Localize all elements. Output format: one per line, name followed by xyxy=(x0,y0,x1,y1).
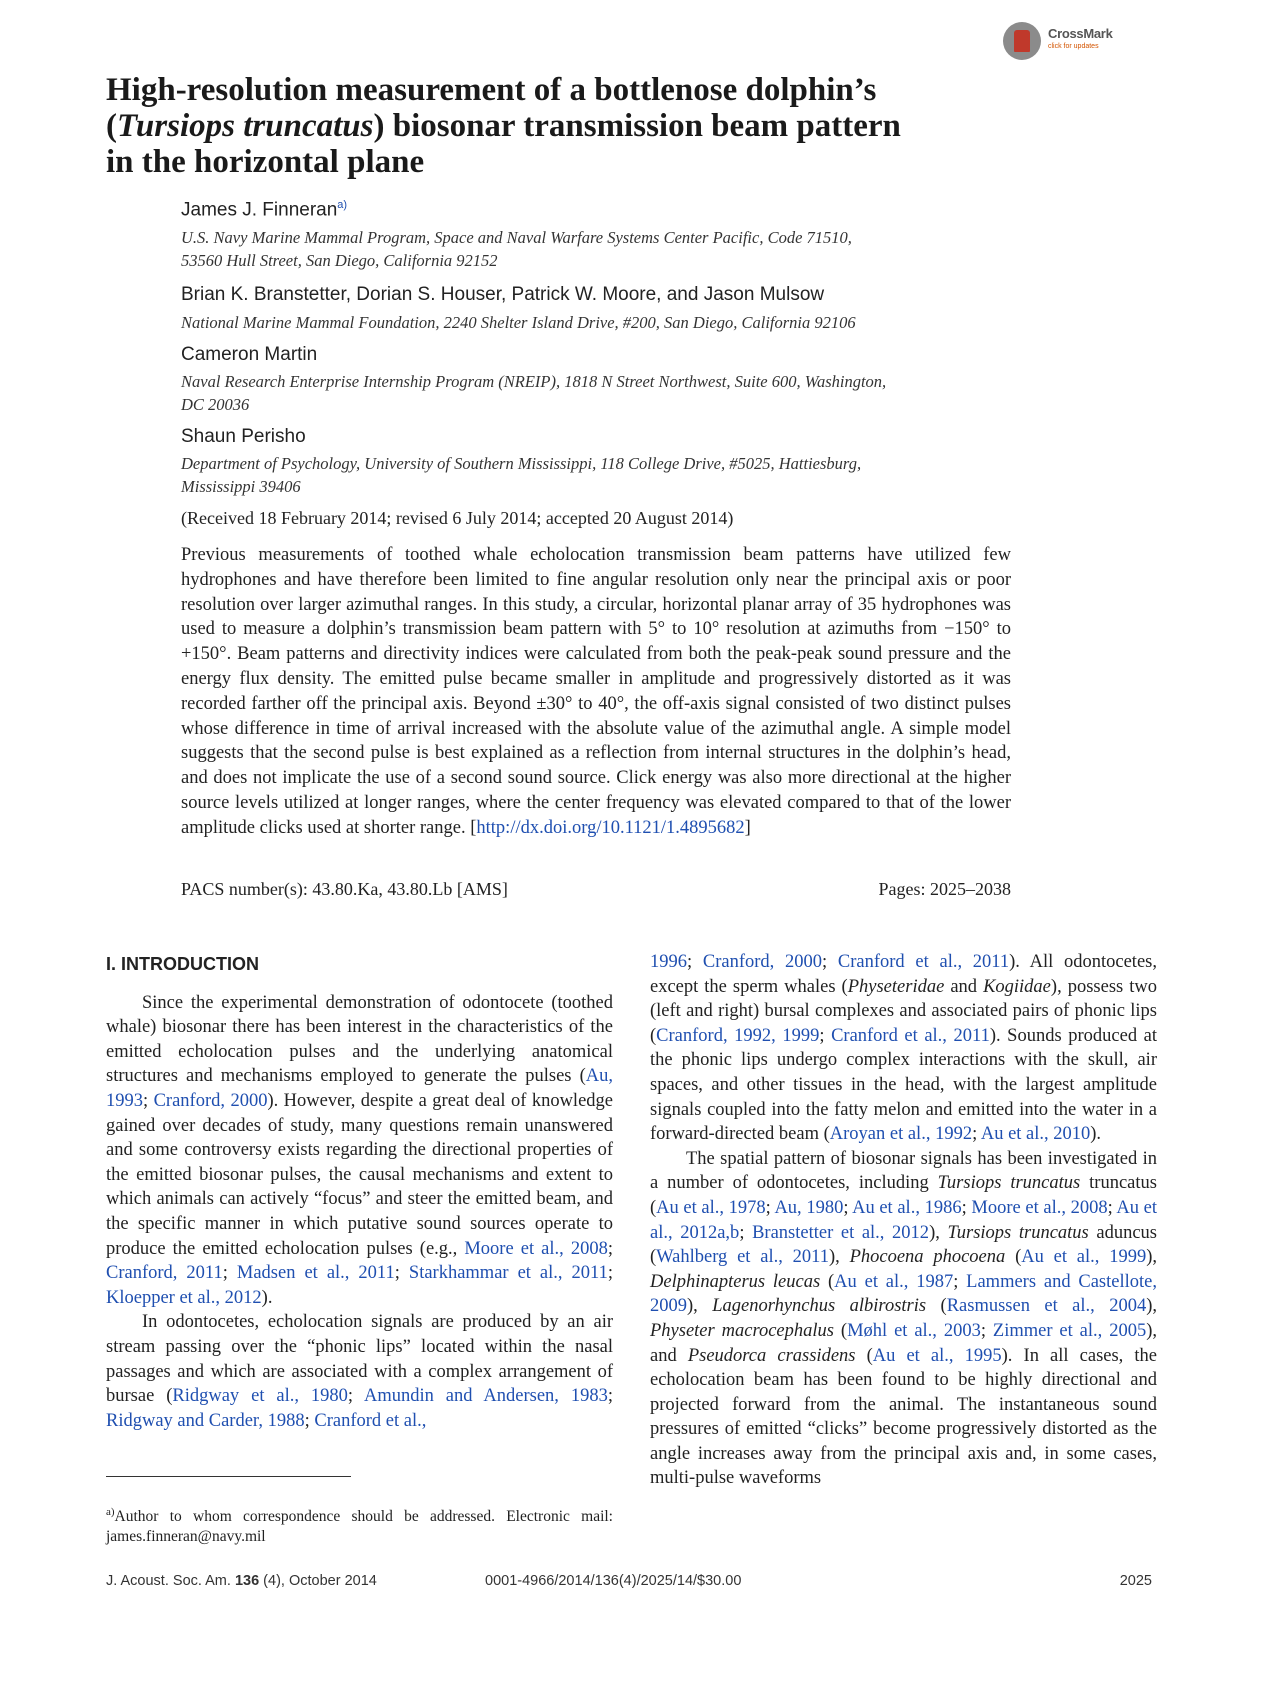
citation-link[interactable]: Ridgway and Carder, 1988 xyxy=(106,1410,305,1431)
affiliation-line: 53560 Hull Street, San Diego, California 92152 xyxy=(181,251,498,270)
crossmark-sublabel: click for updates xyxy=(1048,43,1099,50)
citation-link[interactable]: Madsen et al., 2011 xyxy=(236,1263,395,1284)
citation-link[interactable]: Møhl et al., 2003 xyxy=(847,1320,981,1341)
citation-link[interactable]: Cranford, 1992, 1999 xyxy=(656,1025,820,1046)
title-line-3: in the horizontal plane xyxy=(106,144,425,180)
crossmark-icon xyxy=(1003,22,1041,60)
author-finneran xyxy=(181,199,347,221)
pacs-line xyxy=(181,879,1011,900)
citation-link[interactable]: Lammers and Castellote, 2009 xyxy=(650,1271,1157,1317)
right-column xyxy=(650,950,1157,1491)
doi-link[interactable]: http://dx.doi.org/10.1121/1.4895682 xyxy=(476,817,745,838)
affiliation-nmmf: National Marine Mammal Foundation, 2240 Shelter Island Drive, #200, San Diego, California 92106 xyxy=(181,313,856,332)
citation-link[interactable]: Ridgway et al., 1980 xyxy=(172,1386,348,1407)
title-species: Tursiops truncatus xyxy=(117,108,374,144)
citation-link[interactable]: Au, 1993 xyxy=(106,1066,613,1111)
author-names: James J. Finneran xyxy=(181,199,338,221)
citation-link[interactable]: Au et al., 2012a,b xyxy=(650,1197,1157,1243)
citation-link[interactable]: Starkhammar et al., 2011 xyxy=(408,1263,608,1284)
citation-link[interactable]: Cranford, 2000 xyxy=(153,1090,268,1111)
affiliation-line: U.S. Navy Marine Mammal Program, Space and Naval Warfare Systems Center Pacific, Code 71510, xyxy=(181,228,852,247)
affiliation-usm xyxy=(181,452,861,498)
abstract-text: Previous measurements of toothed whale echolocation transmission beam patterns have utilized few hydrophones and have therefore been limited to fine angular resolution only near the principal axis or poor resolution over larger azimuthal ranges. In this study, a circular, horizontal planar array of 35 hydrophones was used to measure a dolphin’s transmission beam pattern with 5° to 10° resolution at azimuths from −150° to +150°. Beam patterns and directivity indices were calculated from both the peak-peak sound pressure and the energy flux density. The emitted pulse became smaller in amplitude and progressively distorted as it was recorded farther off the principal axis. Beyond ±30° to 40°, the off-axis signal consisted of two distinct pulses whose difference in time of arrival increased with the absolute value of the azimuthal angle. A simple model suggests that the second pulse is best explained as a reflection from internal structures in the dolphin’s head, and does not implicate the use of a second sound source. Click energy was also more directional at the higher source levels utilized at longer ranges, where the center frequency was elevated compared to that of the lower amplitude clicks used at shorter range. xyxy=(181,545,1011,838)
affiliation-spawar xyxy=(181,226,852,272)
citation-link[interactable]: Cranford et al., 2011 xyxy=(831,1025,990,1046)
left-column xyxy=(106,950,613,1433)
citation-link[interactable]: Branstetter et al., 2012 xyxy=(752,1222,930,1243)
citation-link[interactable]: Au et al., 1999 xyxy=(1021,1247,1147,1268)
authors-nmmf: Brian K. Branstetter, Dorian S. Houser, Patrick W. Moore, and Jason Mulsow xyxy=(181,284,825,305)
citation-link[interactable]: Cranford, 2011 xyxy=(106,1263,223,1284)
page-range: Pages: 2025–2038 xyxy=(878,879,1011,899)
title-line-1: High-resolution measurement of a bottlenose dolphin’s xyxy=(106,72,877,108)
citation-link[interactable]: Cranford, 2000 xyxy=(702,952,823,972)
footnote-text: Author to whom correspondence should be addressed. Electronic mail: james.finneran@navy.mil xyxy=(106,1508,613,1546)
citation-link[interactable]: Cranford et al., xyxy=(314,1410,427,1431)
citation-link[interactable]: Kloepper et al., 2012 xyxy=(106,1287,262,1308)
crossmark-label: CrossMark xyxy=(1048,26,1113,41)
footnote-mark: a) xyxy=(106,1506,115,1518)
citation-link[interactable]: Au, 1980 xyxy=(774,1197,844,1218)
intro-paragraph-2: In odontocetes, echolocation signals are produced by an air stream passing over the “phonic lips” located within the nasal passages and which are associated with a complex arrangement of bursae (Ridgway et al., 1980; Amundin and Andersen, 1983; Ridgway and Carder, 1988; Cranford et al., xyxy=(106,1312,613,1431)
article-title: High-resolution measurement of a bottlenose dolphin’s (Tursiops truncatus) biosonar transmission beam pattern in the horizontal plane xyxy=(106,72,901,180)
doi-bracket: [ xyxy=(470,817,477,838)
citation-link[interactable]: Au et al., 1986 xyxy=(852,1197,962,1218)
citation-link[interactable]: Au et al., 1995 xyxy=(872,1345,1002,1366)
author-perisho: Shaun Perisho xyxy=(181,426,306,447)
citation-link[interactable]: Moore et al., 2008 xyxy=(464,1238,608,1259)
page-footer xyxy=(106,1573,1152,1589)
crossmark-badge[interactable] xyxy=(1003,22,1123,62)
abstract xyxy=(181,543,1011,841)
affiliation-line: Naval Research Enterprise Internship Program (NREIP), 1818 N Street Northwest, Suite 600, Washington, xyxy=(181,372,887,391)
affiliation-line: Department of Psychology, University of Southern Mississippi, 118 College Drive, #5025, Hattiesburg, xyxy=(181,454,862,473)
title-line-2: biosonar transmission beam pattern xyxy=(384,108,901,144)
journal-citation: J. Acoust. Soc. Am. 136 (4), October 2014 xyxy=(106,1573,377,1589)
citation-link[interactable]: Wahlberg et al., 2011 xyxy=(656,1247,829,1268)
citation-link[interactable]: Moore et al., 2008 xyxy=(971,1197,1108,1218)
affiliation-line: Mississippi 39406 xyxy=(181,477,301,496)
affiliation-line: DC 20036 xyxy=(181,395,250,414)
citation-link[interactable]: Zimmer et al., 2005 xyxy=(992,1320,1147,1341)
pacs-numbers: PACS number(s): 43.80.Ka, 43.80.Lb [AMS] xyxy=(181,879,508,899)
citation-link[interactable]: Au et al., 2010 xyxy=(980,1124,1091,1145)
citation-link[interactable]: Aroyan et al., 1992 xyxy=(829,1124,973,1145)
doi-bracket: ] xyxy=(744,817,751,838)
intro-paragraph-2-cont: 1996; Cranford, 2000; Cranford et al., 2011). All odontocetes, except the sperm whales (Physeteridae and Kogiidae), possess two (left and right) bursal complexes and associated pairs of phonic lips (Cranford, 1992, 1999; Cranford et al., 2011). Sounds produced at the phonic lips undergo complex interactions with the skull, air spaces, and other tissues in the head, with the largest amplitude signals coupled into the fatty melon and emitted into the water in a forward-directed beam (Aroyan et al., 1992; Au et al., 2010). xyxy=(650,952,1157,1145)
footnote xyxy=(106,1502,613,1547)
citation-link[interactable]: Au et al., 1978 xyxy=(656,1197,766,1218)
citation-link[interactable]: Au et al., 1987 xyxy=(834,1271,954,1292)
section-heading: I. INTRODUCTION xyxy=(106,954,259,974)
footnote-divider xyxy=(106,1476,351,1477)
footnote-ref[interactable]: a) xyxy=(337,199,348,211)
page-number: 2025 xyxy=(1119,1573,1152,1589)
author-martin: Cameron Martin xyxy=(181,344,318,365)
intro-paragraph-3: The spatial pattern of biosonar signals has been investigated in a number of odontocetes, including Tursiops truncatus truncatus (Au et al., 1978; Au, 1980; Au et al., 1986; Moore et al., 2008; Au et al., 2012a,b; Branstetter et al., 2012), Tursiops truncatus aduncus (Wahlberg et al., 2011), Phocoena phocoena (Au et al., 1999), Delphinapterus leucas (Au et al., 1987; Lammers and Castellote, 2009), Lagenorhynchus albirostris (Rasmussen et al., 2004), Physeter macrocephalus (Møhl et al., 2003; Zimmer et al., 2005), and Pseudorca crassidens (Au et al., 1995). In all cases, the echolocation beam has been found to be highly directional and projected forward from the animal. The instantaneous sound pressures of emitted “clicks” become progressively distorted as the angle increases away from the principal axis and, in some cases, multi-pulse waveforms xyxy=(650,1148,1158,1489)
intro-paragraph-1: Since the experimental demonstration of odontocete (toothed whale) biosonar there has been interest in the characteristics of the emitted echolocation pulses and the underlying anatomical structures and mechanisms employed to generate the pulses (Au, 1993; Cranford, 2000). However, despite a great deal of knowledge gained over decades of study, many questions remain unanswered and some controversy exists regarding the directional properties of the emitted biosonar pulses, the causal mechanisms and extent to which animals can actively “focus” and steer the emitted beam, and the specific manner in which putative sound sources operate to produce the emitted echolocation pulses (e.g., Moore et al., 2008; Cranford, 2011; Madsen et al., 2011; Starkhammar et al., 2011; Kloepper et al., 2012). xyxy=(106,992,613,1308)
citation-link[interactable]: Rasmussen et al., 2004 xyxy=(946,1296,1147,1317)
citation-link[interactable]: Cranford et al., 2011 xyxy=(837,952,1010,972)
issn: 0001-4966/2014/136(4)/2025/14/$30.00 xyxy=(485,1573,742,1589)
affiliation-nreip xyxy=(181,370,886,416)
received-dates: (Received 18 February 2014; revised 6 July 2014; accepted 20 August 2014) xyxy=(181,508,734,528)
citation-link[interactable]: 1996 xyxy=(650,952,687,972)
citation-link[interactable]: Amundin and Andersen, 1983 xyxy=(363,1386,608,1407)
